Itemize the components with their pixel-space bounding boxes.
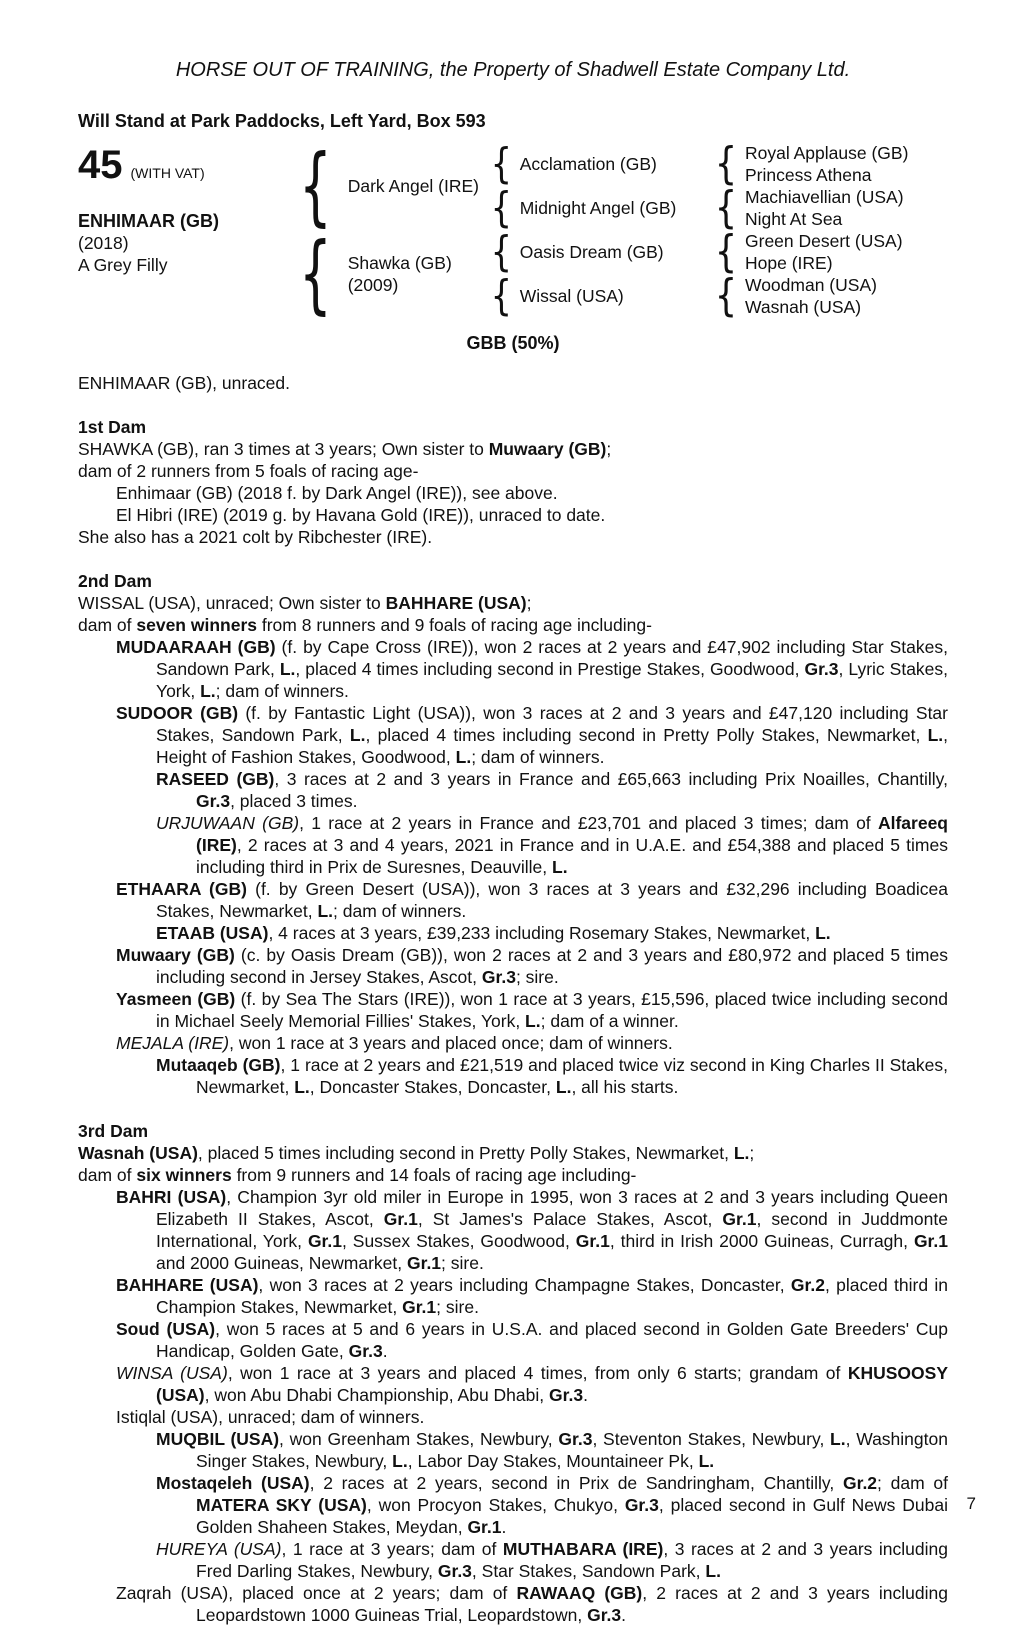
greatgrandparent-name: Royal Applause (GB) [745,143,909,163]
sire-name: Dark Angel (IRE) [347,176,480,196]
greatgrandparent-name: Woodman (USA) [745,275,877,295]
dam-heading: 3rd Dam [78,1121,149,1141]
pedigree-paragraph: dam of six winners from 9 runners and 14 foals of racing age including- [78,1165,637,1185]
pedigree-paragraph: Mostaqeleh (USA), 2 races at 2 years, second in Prix de Sandringham, Chantilly, Gr.2; dam of MATERA SKY (USA), won Procyon Stakes, Chukyo, Gr.3, placed second in Gulf News Dubai Golden Shaheen Stakes, Meydan, Gr.1. [156,1473,948,1537]
lot-info [78,142,288,318]
greatgrandparent-name: Machiavellian (USA) [745,187,904,207]
brace-icon: { [298,136,332,236]
brace-icon: { [714,226,738,277]
greatgrandparents-cell [745,230,903,274]
pedigree-table [78,136,948,324]
pedigree-grid [288,136,948,324]
pedigree-paragraph: Enhimaar (GB) (2018 f. by Dark Angel (IRE)), see above. [116,483,558,503]
pedigree-paragraph: MUDAARAAH (GB) (f. by Cape Cross (IRE)), won 2 races at 2 years and £47,902 including Star Stakes, Sandown Park, L., placed 4 times including second in Prestige Stakes, Goodwood, Gr.3, Lyric Stakes, York, L.; dam of winners. [116,637,949,701]
horse-description: A Grey Filly [78,255,168,275]
stand-location-line: Will Stand at Park Paddocks, Left Yard, Box 593 [78,111,486,131]
pedigree-paragraph: Zaqrah (USA), placed once at 2 years; dam of RAWAAQ (GB), 2 races at 2 and 3 years including Leopardstown 1000 Guineas Trial, Leopardstown, Gr.3. [116,1583,948,1625]
pedigree-paragraph: Mutaaqeb (GB), 1 race at 2 years and £21,519 and placed twice viz second in King Charles II Stakes, Newmarket, L., Doncaster Stakes, Doncaster, L., all his starts. [156,1055,948,1097]
pedigree-paragraph: WINSA (USA), won 1 race at 3 years and placed 4 times, from only 6 starts; grandam of KHUSOOSY (USA), won Abu Dhabi Championship, Abu Dhabi, Gr.3. [116,1363,948,1405]
brace-icon: { [714,138,738,189]
brace-icon: { [714,182,738,233]
greatgrandparents-pair [712,270,948,321]
greatgrandparent-name: Hope (IRE) [745,253,833,273]
pedigree-paragraph: MUQBIL (USA), won Greenham Stakes, Newbury, Gr.3, Steventon Stakes, Newbury, L., Washington Singer Stakes, Newbury, L., Labor Day Stakes, Mountaineer Pk, L. [156,1429,948,1471]
pedigree-paragraph: URJUWAAN (GB), 1 race at 2 years in France and £23,701 and placed 3 times; dam of Alfareeq (IRE), 2 races at 3 and 4 years, 2021 in France and in U.A.E. and £54,388 and placed 5 times including third in Prix de Suresnes, Deauville, L. [156,813,948,877]
greatgrandparents-cell [745,142,908,186]
brace-icon: { [714,270,738,321]
dam-cell [348,252,452,296]
pedigree-paragraph: BAHRI (USA), Champion 3yr old miler in Europe in 1995, won 3 races at 2 and 3 years including Queen Elizabeth II Stakes, Ascot, Gr.1, St James's Palace Stakes, Ascot, Gr.1, second in Juddmonte International, York, Gr.1, Sussex Stakes, Goodwood, Gr.1, third in Irish 2000 Guineas, Curragh, Gr.1 and 2000 Guineas, Newmarket, Gr.1; sire. [116,1187,948,1273]
horse-name: ENHIMAAR (GB) [78,211,219,231]
grandparent-name: Midnight Angel (GB) [519,198,677,218]
greatgrandparents-pair [712,182,948,233]
horse-foaling-year: (2018) [78,233,129,253]
pedigree-paragraph: SUDOOR (GB) (f. by Fantastic Light (USA)), won 3 races at 2 and 3 years and £47,120 including Star Stakes, Sandown Park, L., placed 4 times including second in Pretty Polly Stakes, Newmarket, L., Height of Fashion Stakes, Goodwood, L.; dam of winners. [116,703,948,767]
pedigree-paragraph: Istiqlal (USA), unraced; dam of winners. [116,1407,425,1427]
greatgrandparents-pair [712,138,948,189]
greatgrandparent-name: Wasnah (USA) [745,297,862,317]
pedigree-paragraph: Yasmeen (GB) (f. by Sea The Stars (IRE)), won 1 race at 3 years, £15,596, placed twice including second in Michael Seely Memorial Fillies' Stakes, York, L.; dam of a winner. [116,989,948,1031]
grandparent-name: Wissal (USA) [519,286,624,306]
sire-cell [348,175,479,197]
race-record-line: ENHIMAAR (GB), unraced. [78,373,290,393]
brace-icon: { [490,227,513,276]
brace-icon: { [490,183,513,232]
pedigree-paragraph: HUREYA (USA), 1 race at 3 years; dam of MUTHABARA (IRE), 3 races at 2 and 3 years including Fred Darling Stakes, Newbury, Gr.3, Star Stakes, Sandown Park, L. [156,1539,948,1581]
pedigree-paragraph: Muwaary (GB) (c. by Oasis Dream (GB)), won 2 races at 2 and 3 years and £80,972 and placed 5 times including second in Jersey Stakes, Ascot, Gr.3; sire. [116,945,948,987]
greatgrandparent-name: Green Desert (USA) [745,231,903,251]
grandsire-group [488,227,712,276]
gbb-note: GBB (50%) [466,333,560,353]
dam-year: (2009) [347,275,399,295]
greatgrandparents-pair [712,226,948,277]
lot-number: 45 [78,143,123,187]
granddam-group [488,271,712,320]
greatgrandparents-cell [745,186,904,230]
page-header: HORSE OUT OF TRAINING, the Property of Shadwell Estate Company Ltd. [175,59,851,81]
pedigree-paragraph: SHAWKA (GB), ran 3 times at 3 years; Own sister to Muwaary (GB); [78,439,612,459]
granddam-group [488,183,712,232]
page-number: 7 [966,1494,976,1513]
pedigree-paragraph: El Hibri (IRE) (2019 g. by Havana Gold (IRE)), unraced to date. [116,505,606,525]
grandparent-name: Acclamation (GB) [519,154,657,174]
dam-group [288,224,488,324]
greatgrandparent-name: Princess Athena [745,165,872,185]
horse-identity [78,210,288,276]
brace-icon: { [490,139,513,188]
pedigree-paragraph: ETAAB (USA), 4 races at 3 years, £39,233 including Rosemary Stakes, Newmarket, L. [156,923,831,943]
pedigree-paragraph: BAHHARE (USA), won 3 races at 2 years including Champagne Stakes, Doncaster, Gr.2, placed third in Champion Stakes, Newmarket, Gr.1; sire. [116,1275,948,1317]
grandparent-name: Oasis Dream (GB) [519,242,664,262]
grandsire-group [488,139,712,188]
dam-sections [78,416,948,1626]
dam-heading: 1st Dam [78,417,147,437]
pedigree-paragraph: She also has a 2021 colt by Ribchester (IRE). [78,527,433,547]
pedigree-paragraph: Soud (USA), won 5 races at 5 and 6 years in U.S.A. and placed second in Golden Gate Breeders' Cup Handicap, Golden Gate, Gr.3. [116,1319,949,1361]
pedigree-paragraph: dam of 2 runners from 5 foals of racing age- [78,461,419,481]
pedigree-paragraph: dam of seven winners from 8 runners and 9 foals of racing age including- [78,615,652,635]
pedigree-paragraph: MEJALA (IRE), won 1 race at 3 years and placed once; dam of winners. [116,1033,673,1053]
lot-line [78,144,288,186]
pedigree-paragraph: WISSAL (USA), unraced; Own sister to BAHHARE (USA); [78,593,532,613]
brace-icon: { [298,224,332,324]
pedigree-paragraph: Wasnah (USA), placed 5 times including second in Pretty Polly Stakes, Newmarket, L.; [78,1143,755,1163]
vat-note: (WITH VAT) [130,165,205,181]
dam-heading: 2nd Dam [78,571,152,591]
greatgrandparent-name: Night At Sea [745,209,843,229]
dam-name: Shawka (GB) [347,253,452,273]
pedigree-paragraph: ETHAARA (GB) (f. by Green Desert (USA)), won 3 races at 3 years and £32,296 including Boadicea Stakes, Newmarket, L.; dam of winners. [116,879,949,921]
greatgrandparents-cell [745,274,877,318]
pedigree-paragraph: RASEED (GB), 3 races at 2 and 3 years in France and £65,663 including Prix Noailles, Chantilly, Gr.3, placed 3 times. [156,769,948,811]
brace-icon: { [490,271,513,320]
sire-group [288,136,488,236]
